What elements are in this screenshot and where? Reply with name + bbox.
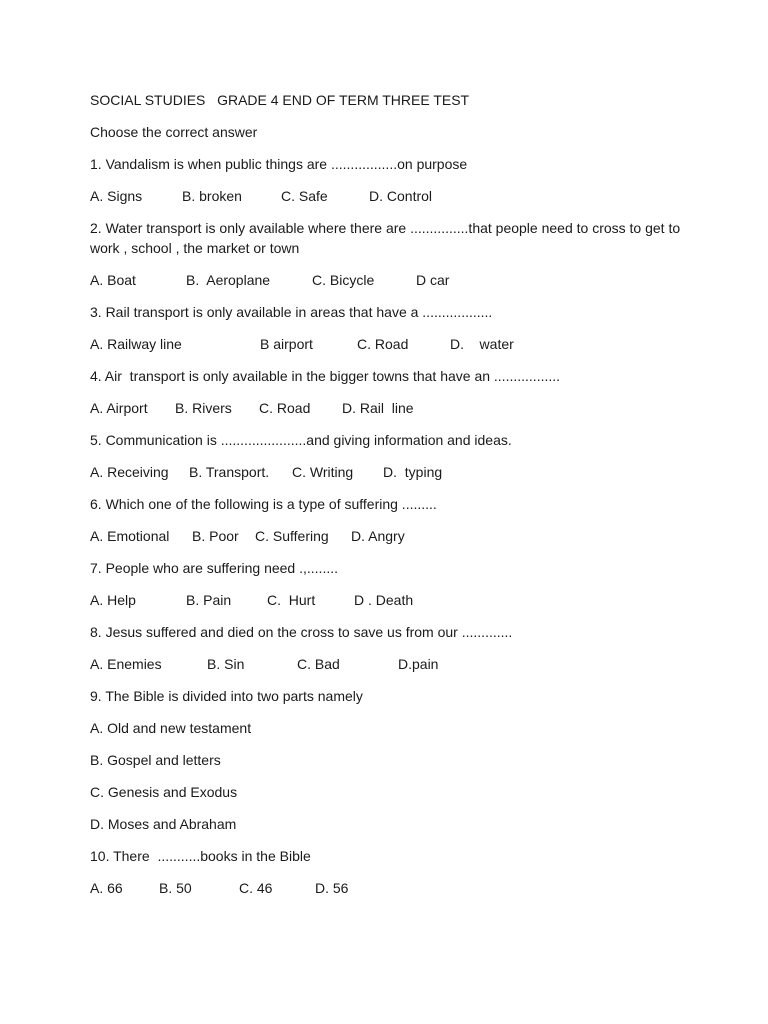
option: A. Airport [90,400,148,416]
option: B. 50 [159,880,192,896]
question-3: 3. Rail transport is only available in areas that have a .................. [90,304,493,320]
option: A. Emotional [90,528,170,544]
question-4: 4. Air transport is only available in the bigger towns that have an ................. [90,368,561,384]
question-7-options [90,590,690,610]
option: D. Moses and Abraham [90,816,237,832]
option: B. Pain [186,592,232,608]
question-10-options [90,878,690,898]
question-7: 7. People who are suffering need .,........ [90,560,339,576]
option: C. Bad [297,656,340,672]
option: D car [416,272,450,288]
option: B. Rivers [175,400,232,416]
option: C. Writing [292,464,354,480]
option: C. Hurt [267,592,316,608]
option: A. Receiving [90,464,169,480]
test-document [90,90,690,898]
option: B. Transport. [189,464,270,480]
option: C. 46 [239,880,273,896]
question-8-options [90,654,690,674]
option: A. Old and new testament [90,720,252,736]
question-1-options [90,186,690,206]
option: A. Help [90,592,136,608]
option: D. Rail line [342,400,414,416]
test-title: SOCIAL STUDIES GRADE 4 END OF TERM THREE TEST [90,92,470,108]
question-9: 9. The Bible is divided into two parts namely [90,688,363,704]
question-1: 1. Vandalism is when public things are .................on purpose [90,156,468,172]
option: B. broken [182,188,242,204]
question-5: 5. Communication is ......................and giving information and ideas. [90,432,512,448]
option: C. Bicycle [312,272,375,288]
question-10: 10. There ...........books in the Bible [90,848,311,864]
question-6-options [90,526,690,546]
question-5-options [90,462,690,482]
option: B. Sin [207,656,245,672]
option: D.pain [398,656,439,672]
question-2: 2. Water transport is only available where there are ...............that people need to cross to get to work , school , the market or town [90,220,681,256]
option: D. water [450,336,514,352]
option: D. 56 [315,880,349,896]
option: A. Enemies [90,656,162,672]
question-8: 8. Jesus suffered and died on the cross to save us from our ............. [90,624,513,640]
question-3-options [90,334,690,354]
option: D. Angry [351,528,405,544]
option: C. Genesis and Exodus [90,784,238,800]
option: A. Railway line [90,336,182,352]
option: D. Control [369,188,433,204]
option: C. Road [357,336,409,352]
option: B. Aeroplane [186,272,271,288]
question-6: 6. Which one of the following is a type of suffering ......... [90,496,437,512]
question-4-options [90,398,690,418]
option: B airport [260,336,313,352]
option: A. 66 [90,880,123,896]
option: B. Gospel and letters [90,752,221,768]
option: A. Boat [90,272,136,288]
option: B. Poor [192,528,239,544]
instruction: Choose the correct answer [90,124,258,140]
option: C. Road [259,400,311,416]
option: C. Suffering [255,528,329,544]
option: C. Safe [281,188,328,204]
option: D . Death [354,592,414,608]
option: D. typing [383,464,443,480]
question-2-options [90,270,690,290]
option: A. Signs [90,188,143,204]
